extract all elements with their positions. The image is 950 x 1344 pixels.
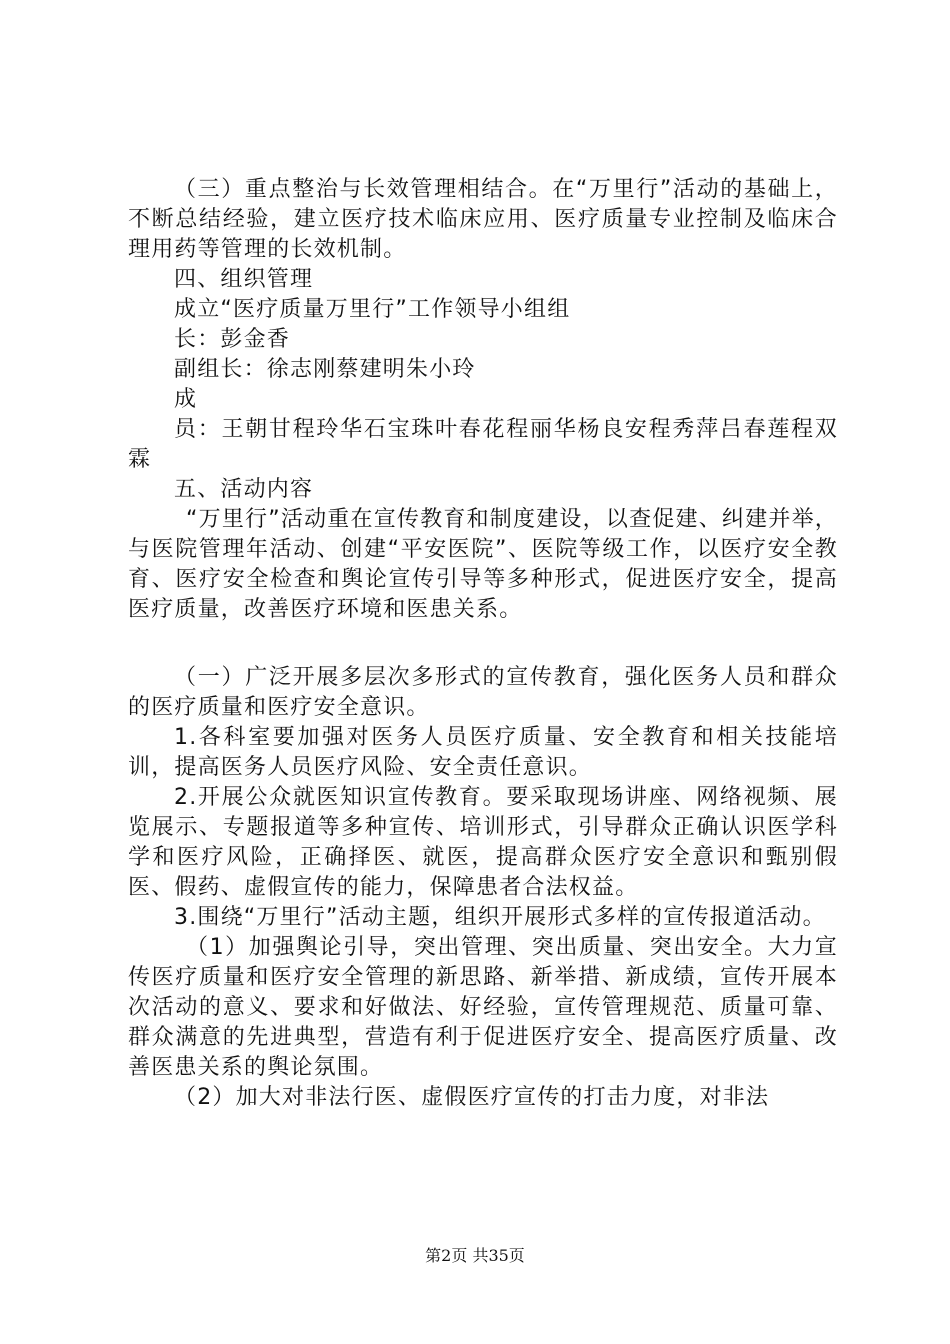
document-body: [128, 175, 838, 1113]
paragraph-gap: [128, 625, 838, 663]
section-heading-organization: 四、组织管理: [174, 267, 314, 292]
subsection-1-heading: （一）广泛开展多层次多形式的宣传教育，强化医务人员和群众的医疗质量和医疗安全意识。: [128, 665, 838, 720]
group-leader-line: 长：彭金香: [174, 327, 291, 352]
members-label-line: 成: [174, 387, 198, 412]
item-2-paragraph: 2.开展公众就医知识宣传教育。要采取现场讲座、网络视频、展览展示、专题报道等多种宣传、培训形式，引导群众正确认识医学科学和医疗风险，正确择医、就医，提高群众医疗安全意识和甄别假医、假药、虚假宣传的能力，保障患者合法权益。: [128, 785, 838, 900]
deputy-leader-line: 副组长：徐志刚蔡建明朱小玲: [174, 357, 476, 382]
subitem-2-paragraph: （2）加大对非法行医、虚假医疗宣传的打击力度，对非法: [174, 1085, 770, 1110]
members-list: 员：王朝甘程玲华石宝珠叶春花程丽华杨良安程秀萍吕春莲程双霖: [128, 417, 838, 472]
paragraph-3-summary: （三）重点整治与长效管理相结合。在“万里行”活动的基础上，不断总结经验，建立医疗技术临床应用、医疗质量专业控制及临床合理用药等管理的长效机制。: [128, 177, 838, 262]
leadership-group-line: 成立“医疗质量万里行”工作领导小组组: [174, 297, 571, 322]
item-1-paragraph: 1.各科室要加强对医务人员医疗质量、安全教育和相关技能培训，提高医务人员医疗风险、安全责任意识。: [128, 725, 838, 780]
page-footer: 第2页 共35页: [425, 1246, 525, 1265]
activities-intro-paragraph: “万里行”活动重在宣传教育和制度建设，以查促建、纠建并举，与医院管理年活动、创建“平安医院”、医院等级工作，以医疗安全教育、医疗安全检查和舆论宣传引导等多种形式，促进医疗安全，提高医疗质量，改善医疗环境和医患关系。: [128, 507, 838, 622]
section-heading-activities: 五、活动内容: [174, 477, 314, 502]
subitem-1-paragraph: （1）加强舆论引导，突出管理、突出质量、突出安全。大力宣传医疗质量和医疗安全管理的新思路、新举措、新成绩，宣传开展本次活动的意义、要求和好做法、好经验，宣传管理规范、质量可靠、群众满意的先进典型，营造有利于促进医疗安全、提高医疗质量、改善医患关系的舆论氛围。: [128, 935, 838, 1080]
item-3-paragraph: 3.围绕“万里行”活动主题，组织开展形式多样的宣传报道活动。: [174, 905, 826, 930]
